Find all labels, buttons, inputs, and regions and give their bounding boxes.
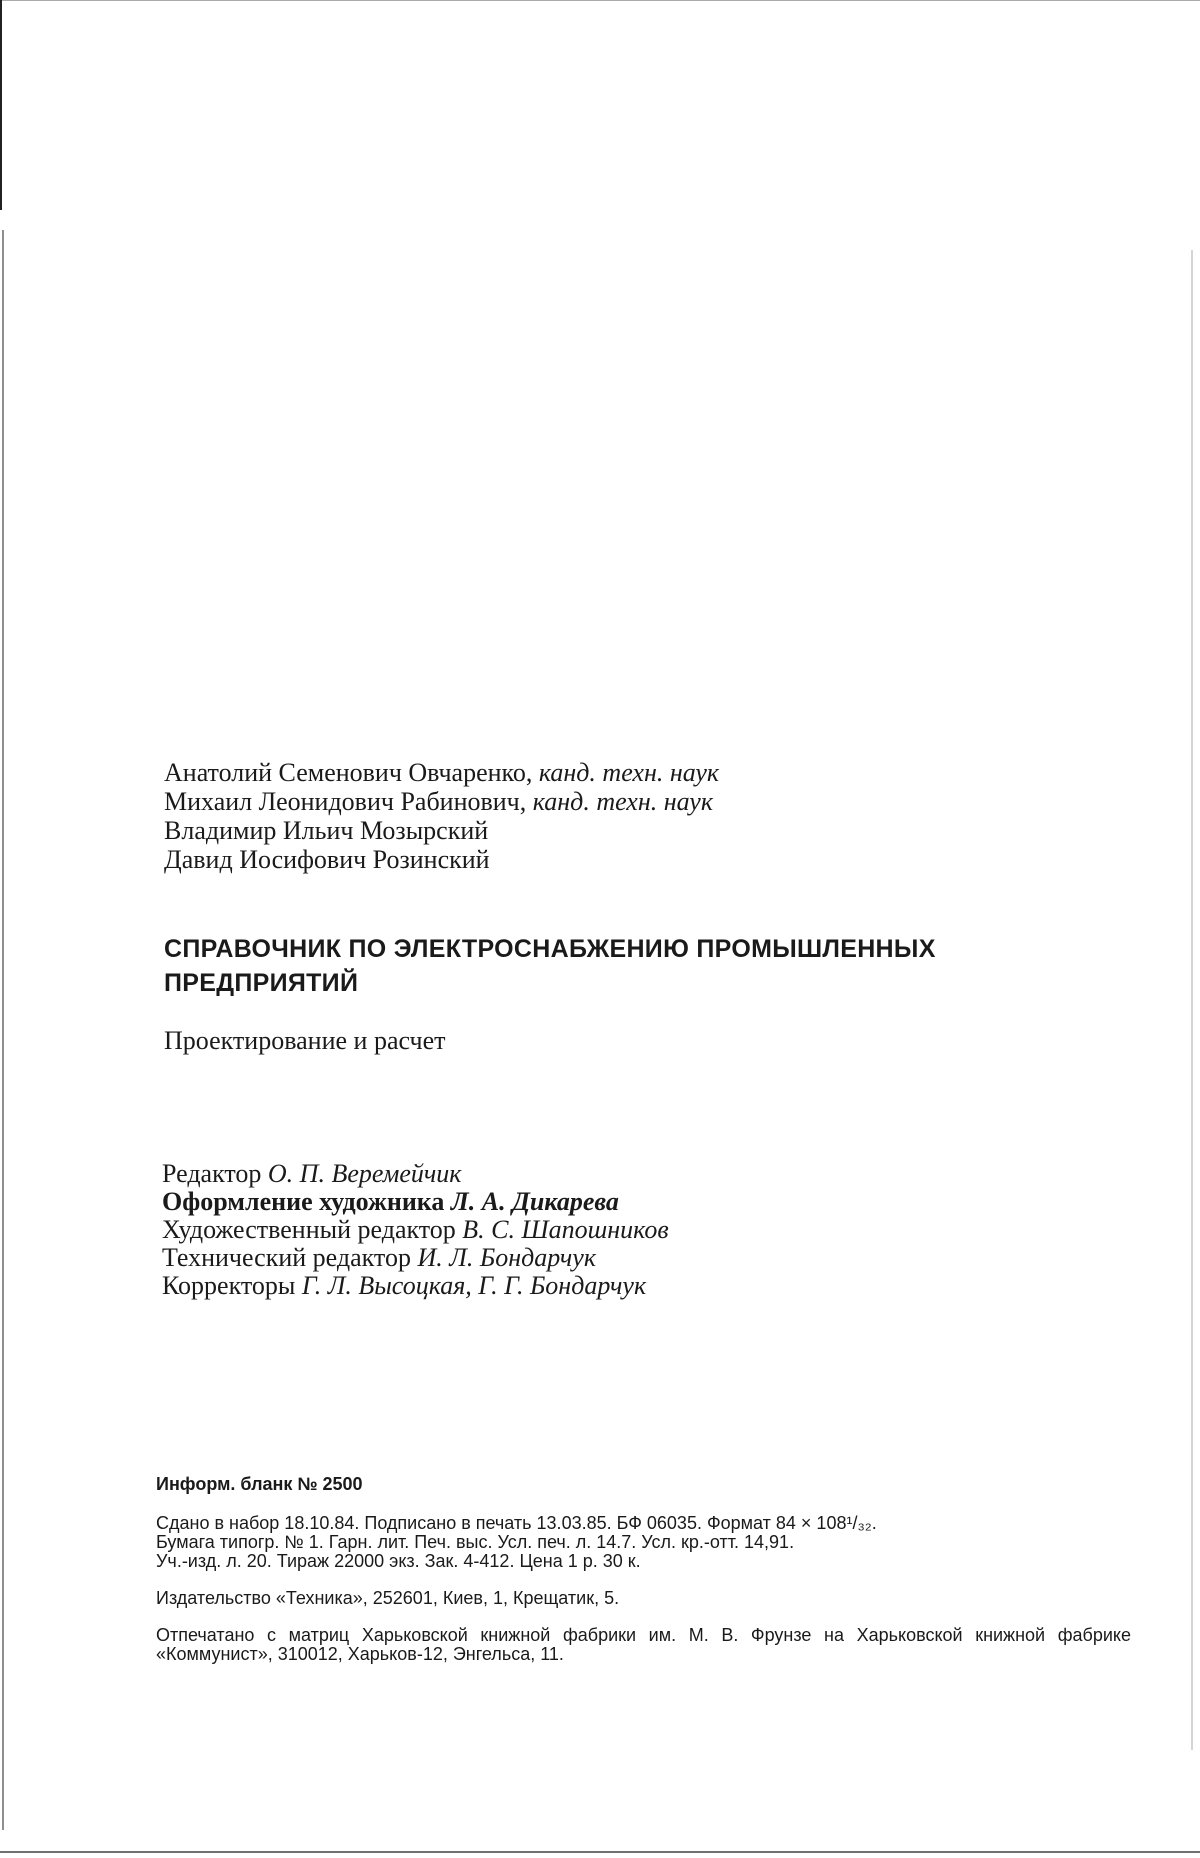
credit-role: Корректоры bbox=[162, 1271, 296, 1300]
scan-edge-bottom bbox=[0, 1851, 1200, 1853]
credit-art-editor bbox=[162, 1216, 669, 1244]
info-blank-number: Информ. бланк № 2500 bbox=[156, 1474, 363, 1494]
printing-house: Отпечатано с матриц Харьковской книжной фабрики им. М. В. Фрунзе на Харьковской книжной фабрике «Коммунист», 310012, Харьков-12, Энгельса, 11. bbox=[156, 1625, 1131, 1664]
scan-edge-top bbox=[0, 0, 1200, 1]
author-line bbox=[164, 758, 719, 787]
credit-name: Г. Л. Высоцкая, Г. Г. Бондарчук bbox=[301, 1271, 647, 1300]
scan-edge-right bbox=[1191, 250, 1193, 1750]
credit-name: В. С. Шапошников bbox=[462, 1215, 669, 1244]
credit-name: И. Л. Бондарчук bbox=[417, 1243, 597, 1272]
imprint-block bbox=[156, 1475, 1131, 1682]
print-details-line: Сдано в набор 18.10.84. Подписано в печать 13.03.85. БФ 06035. Формат 84 × 108¹/₃₂. bbox=[156, 1513, 877, 1533]
credit-role: Оформление художника bbox=[162, 1187, 445, 1216]
authors-list bbox=[164, 758, 719, 874]
credit-tech-editor bbox=[162, 1244, 669, 1272]
publisher-address: Издательство «Техника», 252601, Киев, 1, Крещатик, 5. bbox=[156, 1588, 620, 1608]
scan-edge-left bbox=[0, 0, 2, 210]
author-line bbox=[164, 787, 719, 816]
author-degree: канд. техн. наук bbox=[532, 787, 714, 816]
credit-proofreaders bbox=[162, 1272, 669, 1300]
credit-role: Редактор bbox=[162, 1159, 262, 1188]
author-degree: канд. техн. наук bbox=[538, 758, 720, 787]
credit-role: Художественный редактор bbox=[162, 1215, 456, 1244]
print-details-line: Бумага типогр. № 1. Гарн. лит. Печ. выс. Усл. печ. л. 14.7. Усл. кр.-отт. 14,91. bbox=[156, 1532, 795, 1552]
print-details-line: Уч.-изд. л. 20. Тираж 22000 экз. Зак. 4-412. Цена 1 р. 30 к. bbox=[156, 1551, 641, 1571]
scan-edge-left-secondary bbox=[2, 230, 4, 1830]
author-line bbox=[164, 845, 719, 874]
credit-editor bbox=[162, 1160, 669, 1188]
credit-role: Технический редактор bbox=[162, 1243, 411, 1272]
credits-list bbox=[162, 1160, 669, 1300]
credit-name: Л. А. Дикарева bbox=[450, 1187, 619, 1216]
book-title: СПРАВОЧНИК ПО ЭЛЕКТРОСНАБЖЕНИЮ ПРОМЫШЛЕННЫХ ПРЕДПРИЯТИЙ bbox=[164, 935, 936, 997]
author-name: Владимир Ильич Мозырский bbox=[164, 816, 489, 845]
author-name: Михаил Леонидович Рабинович, bbox=[164, 787, 527, 816]
author-name: Давид Иосифович Розинский bbox=[164, 845, 490, 874]
book-subtitle: Проектирование и расчет bbox=[164, 1026, 446, 1055]
credit-name: О. П. Веремейчик bbox=[267, 1159, 462, 1188]
author-line bbox=[164, 816, 719, 845]
print-details bbox=[156, 1514, 1131, 1571]
credit-design bbox=[162, 1188, 669, 1216]
author-name: Анатолий Семенович Овчаренко, bbox=[164, 758, 533, 787]
